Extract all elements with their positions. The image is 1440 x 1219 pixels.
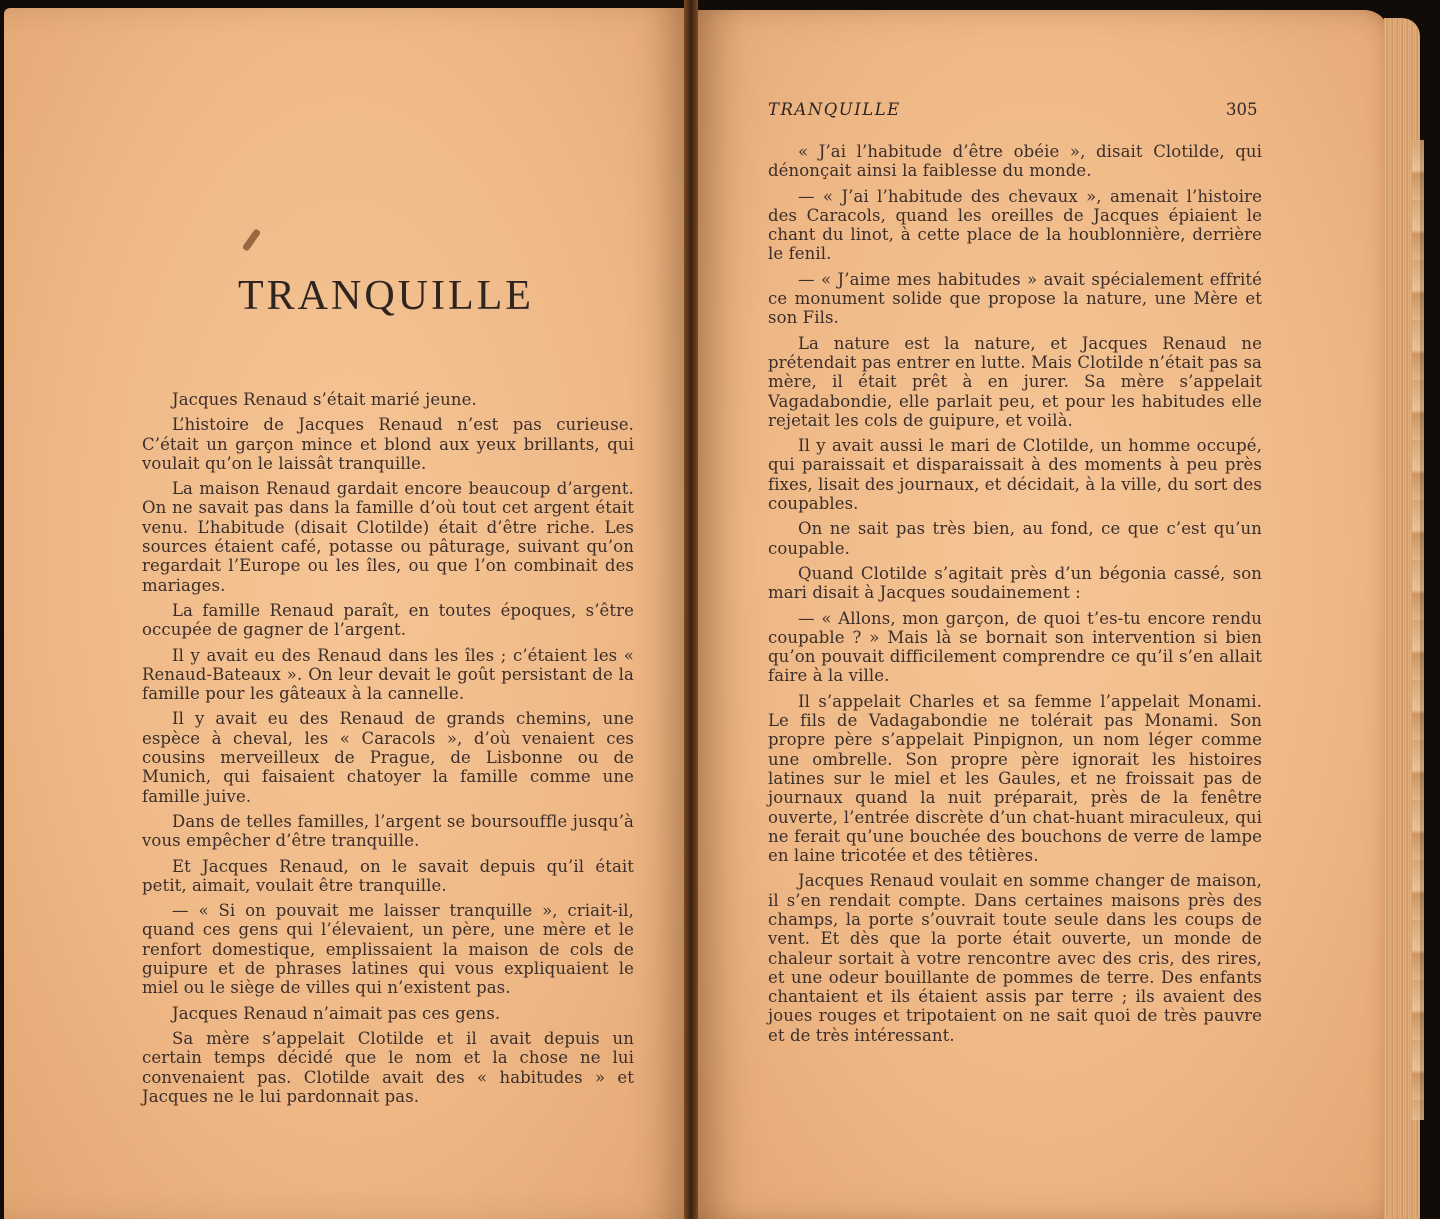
paragraph: Jacques Renaud s’était marié jeune.	[172, 390, 477, 409]
paragraph: Sa mère s’appelait Clotilde et il avait depuis un certain temps décidé que le nom et la chose ne lui convenaient pas. Clotilde avait des « habitudes » et Jacques ne le lui pardonnait pas.	[142, 1028, 634, 1106]
paragraph: — « Si on pouvait me laisser tranquille », criait-il, quand ces gens qui l’élevaient, un père, une mère et le renfort domestique, emplissaient la maison de cols de guipure et de phrases latines qui vous expliquaient le miel ou le siège de villes qui n’existent pas.	[142, 901, 634, 998]
paragraph: La maison Renaud gardait encore beaucoup d’argent. On ne savait pas dans la famille d’où tout cet argent était venu. L’habitude (disait Clotilde) était d’être riche. Les sources étaient café, potasse ou pâturage, suivant qu’on regardait l’Europe ou les îles, ou que l’on combinait des mariages.	[142, 479, 634, 595]
paragraph: L’histoire de Jacques Renaud n’est pas curieuse. C’était un garçon mince et blond aux yeux brillants, qui voulait qu’on le laissât tranquille.	[142, 415, 634, 473]
paragraph: Jacques Renaud n’aimait pas ces gens.	[172, 1003, 501, 1023]
paragraph: — « Allons, mon garçon, de quoi t’es-tu encore rendu coupable ? » Mais là se bornait son intervention si bien qu’on pouvait difficilement comprendre ce qu’il s’en allait faire à la ville.	[768, 608, 1262, 686]
paragraph: Il y avait aussi le mari de Clotilde, un homme occupé, qui paraissait et disparaissait à des moments à peu près fixes, lisait des journaux, et décidait, à la ville, du sort des coupables.	[768, 436, 1262, 514]
paragraph: Il y avait eu des Renaud dans les îles ; c’étaient les « Renaud-Bateaux ». On leur devait le goût persistant de la famille pour les gâteaux à la cannelle.	[142, 645, 634, 704]
page-edge-tabs	[1412, 140, 1424, 1120]
paragraph: On ne sait pas très bien, au fond, ce que c’est qu’un coupable.	[768, 519, 1262, 558]
chapter-title: TRANQUILLE	[238, 273, 534, 319]
paragraph: Et Jacques Renaud, on le savait depuis qu’il était petit, aimait, voulait être tranquille.	[142, 856, 634, 895]
page-number: 305	[1226, 100, 1258, 119]
paragraph: Dans de telles familles, l’argent se boursouffle jusqu’à vous empêcher d’être tranquille.	[142, 811, 634, 851]
paragraph: Quand Clotilde s’agitait près d’un bégonia cassé, son mari disait à Jacques soudainement :	[768, 563, 1262, 603]
paragraph: La famille Renaud paraît, en toutes époques, s’être occupée de gagner de l’argent.	[142, 600, 634, 640]
right-page-text	[768, 142, 1262, 1051]
paragraph: Il s’appelait Charles et sa femme l’appelait Monami. Le fils de Vadagabondie ne tolérait pas Monami. Son propre père s’appelait Pinpignon, un nom léger comme une ombrelle. Son propre père ignorait les histoires latines sur le miel et les Gaules, et ne froissait pas de journaux quand la nuit préparait, près de la fenêtre ouverte, l’entrée discrète d’un chat-huant miraculeux, qui ne ferait qu’une bouchée des bouchons de verre de lampe en laine tricotée et des têtières.	[768, 691, 1262, 866]
paragraph: — « J’aime mes habitudes » avait spécialement effrité ce monument solide que propose la nature, une Mère et son Fils.	[768, 269, 1262, 328]
left-page-text	[142, 390, 634, 1112]
paragraph: « J’ai l’habitude d’être obéie », disait Clotilde, qui dénonçait ainsi la faiblesse du monde.	[768, 142, 1262, 181]
running-head: TRANQUILLE	[768, 100, 901, 119]
paragraph: — « J’ai l’habitude des chevaux », amenait l’histoire des Caracols, quand les oreilles de Jacques épiaient le chant du linot, à cette place de la houblonnière, derrière le fenil.	[768, 186, 1262, 264]
paragraph: Il y avait eu des Renaud de grands chemins, une espèce à cheval, les « Caracols », d’où venaient ces cousins merveilleux de Prague, de Lisbonne ou de Munich, qui faisaient chatoyer la famille comme une famille juive.	[142, 709, 634, 806]
paragraph: Jacques Renaud voulait en somme changer de maison, il s’en rendait compte. Dans certaines maisons près des champs, la porte s’ouvrait toute seule dans les coups de vent. Et dès que la porte était ouverte, un monde de chaleur sortait à votre rencontre avec des cris, des rires, et une odeur bouillante de pommes de terre. Des enfants chantaient et ils étaient assis par terre ; ils avaient des joues rouges et tripotaient on ne sait quoi de très pauvre et de très intéressant.	[768, 871, 1262, 1045]
book-gutter	[684, 0, 698, 1219]
paragraph: La nature est la nature, et Jacques Renaud ne prétendait pas entrer en lutte. Mais Clotilde n’était pas sa mère, il était prêt à en jurer. Sa mère s’appelait Vagadabondie, elle parlait peu, et pour les habitudes elle rejetait les cols de guipure, et voilà.	[768, 333, 1262, 430]
